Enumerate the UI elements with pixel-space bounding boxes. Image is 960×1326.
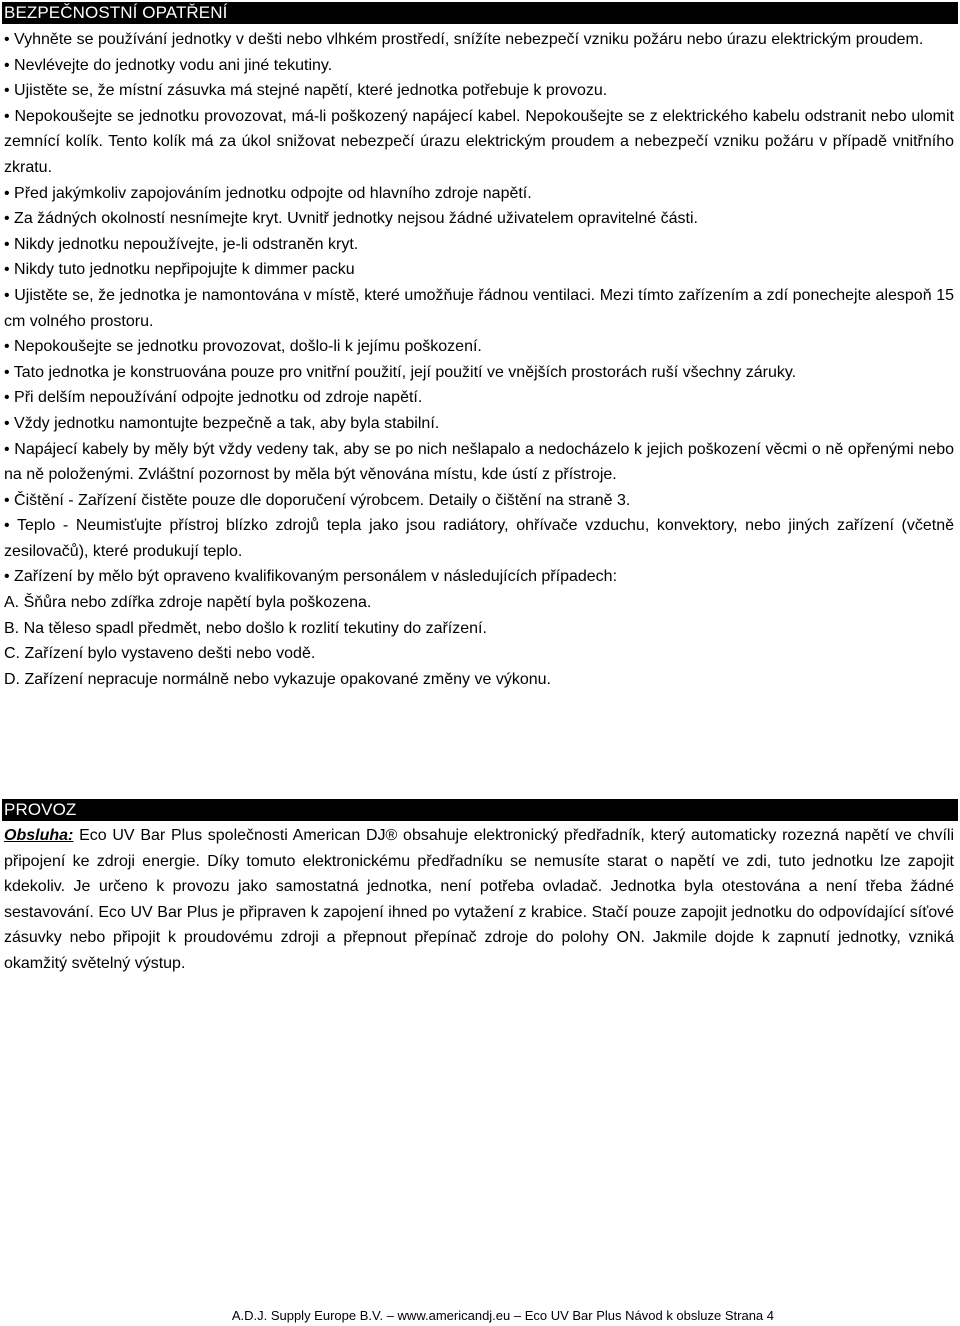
list-item: • Vždy jednotku namontujte bezpečně a tak, aby byla stabilní. bbox=[4, 411, 954, 437]
sub-item-c: C. Zařízení bylo vystaveno dešti nebo vodě. bbox=[4, 645, 316, 663]
operation-lead: Obsluha: bbox=[4, 827, 74, 844]
list-item: • Zařízení by mělo být opraveno kvalifikovaným personálem v následujících případech: bbox=[4, 564, 954, 590]
operation-paragraph bbox=[4, 823, 954, 977]
page-footer: A.D.J. Supply Europe B.V. – www.americandj.eu – Eco UV Bar Plus Návod k obsluze Strana 4 bbox=[231, 1308, 774, 1323]
sub-item-b: B. Na těleso spadl předmět, nebo došlo k rozlití tekutiny do zařízení. bbox=[4, 619, 487, 637]
list-item: • Ujistěte se, že místní zásuvka má stejné napětí, které jednotka potřebuje k provozu. bbox=[4, 78, 954, 104]
list-item: • Teplo - Neumisťujte přístroj blízko zdrojů tepla jako jsou radiátory, ohřívače vzduchu, konvektory, nebo jiných zařízení (včetně zesilovačů), které produkují teplo. bbox=[4, 513, 954, 564]
list-item: • Nepokoušejte se jednotku provozovat, má-li poškozený napájecí kabel. Nepokoušejte se z elektrického kabelu odstranit nebo ulomit zemnící kolík. Tento kolík má za úkol snižovat nebezpečí úrazu elektrickým proudem a nebezpečí vzniku požáru v případě vnitřního zkratu. bbox=[4, 104, 954, 181]
safety-heading: BEZPEČNOSTNÍ OPATŘENÍ bbox=[2, 2, 958, 24]
operation-text: Eco UV Bar Plus společnosti American DJ® obsahuje elektronický předřadník, který automaticky rozezná napětí ve chvíli připojení ke zdroji energie. Díky tomuto elektronickému předřadníku se nemusíte starat o napětí ve zdi, tuto jednotku lze zapojit kdekoliv. Je určeno k provozu jako samostatná jednotka, není potřeba ovladač. Jednotka byla otestována a není třeba žádné sestavování. Eco UV Bar Plus je připraven k zapojení ihned po vytažení z krabice. Stačí pouze zapojit jednotku do odpovídající síťové zásuvky nebo připojit k proudovému zdroji a přepnout přepínač zdroje do polohy ON. Jakmile dojde k zapnutí jednotky, vzniká okamžitý světelný výstup. bbox=[4, 827, 954, 972]
list-item: • Při delším nepoužívání odpojte jednotku od zdroje napětí. bbox=[4, 385, 954, 411]
list-item: • Nepokoušejte se jednotku provozovat, došlo-li k jejímu poškození. bbox=[4, 334, 954, 360]
list-item: • Nikdy tuto jednotku nepřipojujte k dimmer packu bbox=[4, 257, 954, 283]
list-item: • Napájecí kabely by měly být vždy vedeny tak, aby se po nich nešlapalo a nedocházelo k jejich poškození věcmi o ně opřenými nebo na ně položenými. Zvláštní pozornost by měla být věnována místu, kde ústí z přístroje. bbox=[4, 437, 954, 488]
list-item: • Vyhněte se používání jednotky v dešti nebo vlhkém prostředí, snížíte nebezpečí vzniku požáru nebo úrazu elektrickým proudem. bbox=[4, 27, 954, 53]
sub-item-a: A. Šňůra nebo zdířka zdroje napětí byla poškozena. bbox=[4, 594, 372, 612]
list-item: • Nikdy jednotku nepoužívejte, je-li odstraněn kryt. bbox=[4, 232, 954, 258]
list-item: • Tato jednotka je konstruována pouze pro vnitřní použití, její použití ve vnějších prostorách ruší všechny záruky. bbox=[4, 360, 954, 386]
sub-item-d: D. Zařízení nepracuje normálně nebo vykazuje opakované změny ve výkonu. bbox=[4, 670, 551, 688]
list-item: • Ujistěte se, že jednotka je namontována v místě, které umožňuje řádnou ventilaci. Mezi tímto zařízením a zdí ponechejte alespoň 15 cm volného prostoru. bbox=[4, 283, 954, 334]
list-item: • Nevlévejte do jednotky vodu ani jiné tekutiny. bbox=[4, 53, 954, 79]
list-item: • Za žádných okolností nesnímejte kryt. Uvnitř jednotky nejsou žádné uživatelem opravitelné části. bbox=[4, 206, 954, 232]
operation-heading: PROVOZ bbox=[2, 799, 958, 821]
safety-list bbox=[4, 27, 954, 692]
list-item: • Před jakýmkoliv zapojováním jednotku odpojte od hlavního zdroje napětí. bbox=[4, 181, 954, 207]
list-item: • Čištění - Zařízení čistěte pouze dle doporučení výrobcem. Detaily o čištění na straně 3. bbox=[4, 488, 954, 514]
